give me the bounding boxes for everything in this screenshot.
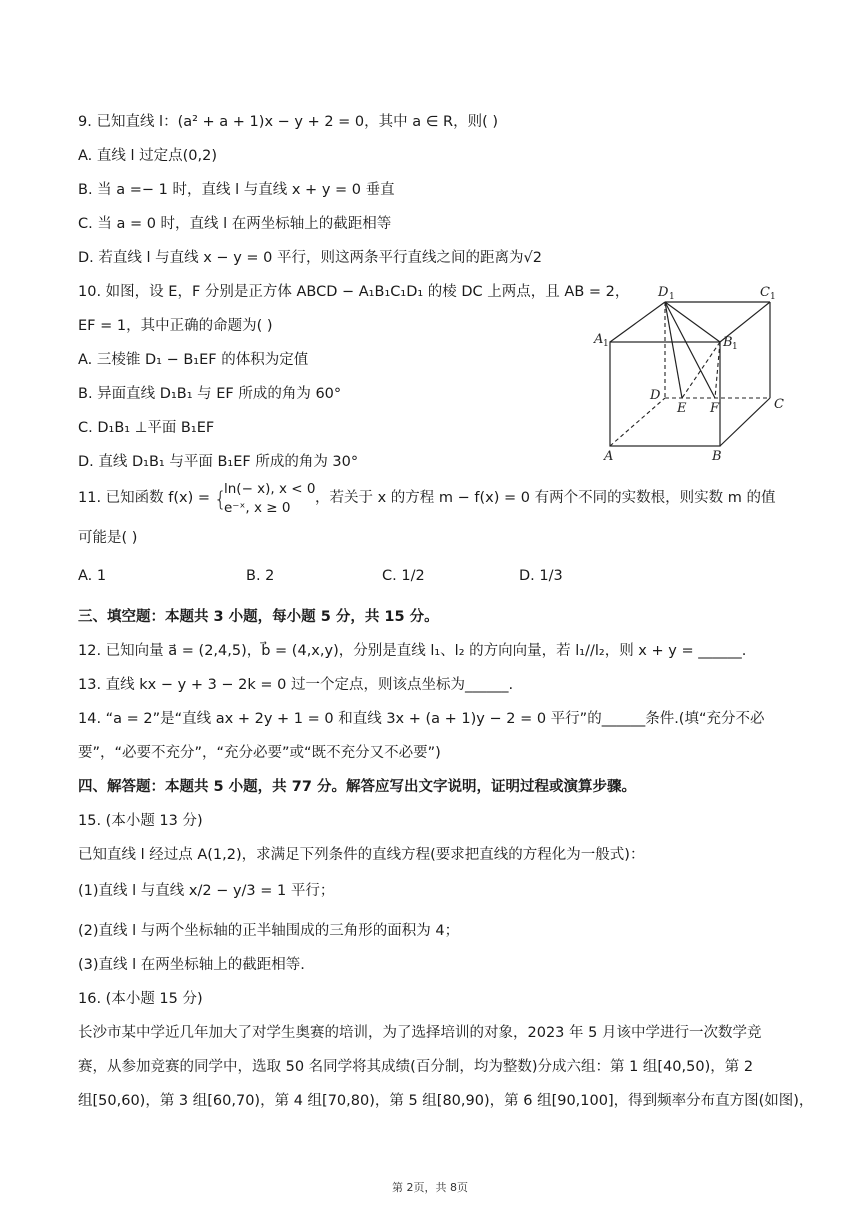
q12: 12. 已知向量 a⃗ = (2,4,5)，b⃗ = (4,x,y)，分别是直线 l₁、l₂ 的方向向量，若 l₁//l₂，则 x + y = ______. bbox=[78, 643, 747, 659]
q9-option-c: C. 当 a = 0 时，直线 l 在两坐标轴上的截距相等 bbox=[78, 216, 392, 232]
q11-stem-prefix: 11. 已知函数 f(x) = bbox=[78, 490, 211, 506]
label-d: D bbox=[650, 388, 661, 403]
q11-piece1: ln(− x), x < 0 bbox=[224, 481, 316, 497]
q16-line2: 赛，从参加竞赛的同学中，选取 50 名同学将其成绩(百分制，均为整数)分成六组：第 1 组[40,50)，第 2 bbox=[78, 1059, 754, 1075]
q10-option-d: D. 直线 D₁B₁ 与平面 B₁EF 所成的角为 30° bbox=[78, 454, 359, 470]
q11-option-d: D. 1/3 bbox=[519, 568, 563, 584]
q15-part3: (3)直线 l 在两坐标轴上的截距相等. bbox=[78, 957, 305, 973]
label-a1: A bbox=[594, 332, 604, 347]
label-f: F bbox=[710, 401, 720, 416]
section3-heading: 三、填空题：本题共 3 小题，每小题 5 分，共 15 分。 bbox=[78, 609, 439, 625]
q11-stem-line2: 可能是( ) bbox=[78, 530, 138, 546]
q9-stem: 9. 已知直线 l：(a² + a + 1)x − y + 2 = 0，其中 a ∈ R，则( ) bbox=[78, 114, 498, 130]
q11-stem-suffix: ，若关于 x 的方程 m − f(x) = 0 有两个不同的实数根，则实数 m 的值 bbox=[315, 490, 776, 506]
q11-option-b: B. 2 bbox=[246, 568, 275, 584]
section4-heading: 四、解答题：本题共 5 小题，共 77 分。解答应写出文字说明，证明过程或演算步骤。 bbox=[78, 779, 636, 795]
q13: 13. 直线 kx − y + 3 − 2k = 0 过一个定点，则该点坐标为______. bbox=[78, 677, 514, 693]
q15-stem: 已知直线 l 经过点 A(1,2)，求满足下列条件的直线方程(要求把直线的方程化为一般式)： bbox=[78, 847, 645, 863]
svg-text:1: 1 bbox=[732, 342, 738, 352]
q15-part2: (2)直线 l 与两个坐标轴的正半轴围成的三角形的面积为 4； bbox=[78, 923, 460, 939]
q16-title: 16. (本小题 15 分) bbox=[78, 991, 203, 1007]
q11-option-c: C. 1/2 bbox=[382, 568, 425, 584]
q11-brace: { bbox=[214, 487, 227, 511]
q10-stem-line1: 10. 如图，设 E，F 分别是正方体 ABCD − A₁B₁C₁D₁ 的棱 DC 上两点，且 AB = 2， bbox=[78, 284, 630, 300]
q16-line1: 长沙市某中学近几年加大了对学生奥赛的培训，为了选择培训的对象，2023 年 5 月该中学进行一次数学竞 bbox=[78, 1025, 762, 1041]
label-a: A bbox=[604, 449, 614, 464]
cube-figure bbox=[590, 280, 790, 468]
q10-option-a: A. 三棱锥 D₁ − B₁EF 的体积为定值 bbox=[78, 352, 309, 368]
q10-stem-line2: EF = 1，其中正确的命题为( ) bbox=[78, 318, 273, 334]
q10-option-c: C. D₁B₁ ⊥平面 B₁EF bbox=[78, 420, 215, 436]
q14-line1: 14. “a = 2”是“直线 ax + 2y + 1 = 0 和直线 3x + (a + 1)y − 2 = 0 平行”的______条件.(填“充分不必 bbox=[78, 711, 765, 727]
svg-text:1: 1 bbox=[603, 339, 609, 349]
label-e: E bbox=[677, 401, 687, 416]
label-b1: B bbox=[723, 335, 733, 350]
q14-line2: 要”，“必要不充分”，“充分必要”或“既不充分又不必要”) bbox=[78, 745, 441, 761]
label-d1: D bbox=[658, 285, 669, 300]
q10-option-b: B. 异面直线 D₁B₁ 与 EF 所成的角为 60° bbox=[78, 386, 342, 402]
svg-text:1: 1 bbox=[770, 292, 776, 302]
q15-title: 15. (本小题 13 分) bbox=[78, 813, 203, 829]
q11-options bbox=[78, 568, 598, 590]
q9-option-d: D. 若直线 l 与直线 x − y = 0 平行，则这两条平行直线之间的距离为√2 bbox=[78, 250, 542, 266]
label-b: B bbox=[712, 449, 722, 464]
label-c: C bbox=[774, 397, 784, 412]
q9-option-b: B. 当 a =− 1 时，直线 l 与直线 x + y = 0 垂直 bbox=[78, 182, 395, 198]
label-c1: C bbox=[760, 285, 770, 300]
q15-part1: (1)直线 l 与直线 x/2 − y/3 = 1 平行； bbox=[78, 883, 335, 899]
page-footer: 第 2页，共 8页 bbox=[392, 1181, 468, 1194]
q9-option-a: A. 直线 l 过定点(0,2) bbox=[78, 148, 218, 164]
q16-line3: 组[50,60)，第 3 组[60,70)，第 4 组[70,80)，第 5 组[80,90)，第 6 组[90,100]，得到频率分布直方图(如图)， bbox=[78, 1093, 814, 1109]
svg-text:1: 1 bbox=[669, 292, 675, 302]
q11-piece2: e⁻ˣ, x ≥ 0 bbox=[224, 500, 291, 516]
q11-option-a: A. 1 bbox=[78, 568, 107, 584]
